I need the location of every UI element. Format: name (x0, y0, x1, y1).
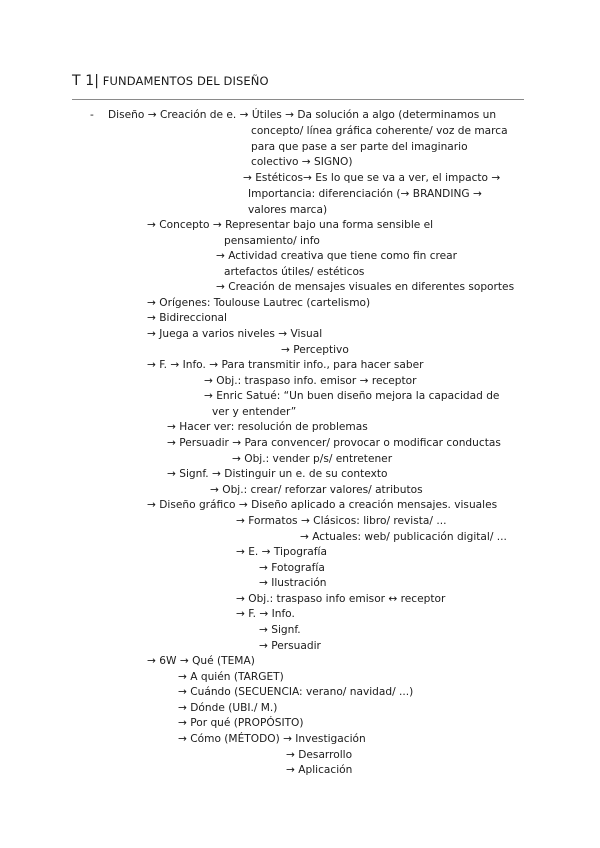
outline-line: → Obj.: traspaso info emisor ↔ receptor (236, 593, 446, 605)
outline-line: → Obj.: traspaso info. emisor → receptor (204, 375, 417, 387)
outline-line: → Orígenes: Toulouse Lautrec (cartelismo) (147, 297, 371, 309)
outline-line: → A quién (TARGET) (178, 671, 284, 683)
outline-line: Diseño → Creación de e. → Útiles → Da solución a algo (determinamos un (108, 109, 497, 121)
title-number: T 1| (72, 73, 100, 89)
outline-line: → 6W → Qué (TEMA) (147, 655, 255, 667)
outline-line: → Hacer ver: resolución de problemas (167, 421, 368, 433)
outline-line: → Formatos → Clásicos: libro/ revista/ ... (236, 515, 447, 527)
outline-line: → Persuadir (259, 640, 321, 652)
outline-line: → Estéticos→ Es lo que se va a ver, el impacto → (243, 172, 501, 184)
outline-line: → Por qué (PROPÓSITO) (178, 717, 304, 729)
outline-line: Importancia: diferenciación (→ BRANDING → (248, 188, 482, 200)
title-text: FUNDAMENTOS DEL DISEÑO (99, 74, 269, 88)
outline-line: → Actividad creativa que tiene como fin crear (216, 250, 458, 262)
outline-line: → Juega a varios niveles → Visual (147, 328, 323, 340)
outline-line: → Dónde (UBI./ M.) (178, 702, 278, 714)
outline-line: → Fotografía (259, 562, 325, 574)
outline-line: → F. → Info. (236, 608, 295, 620)
outline-line: pensamiento/ info (224, 235, 320, 247)
outline-line: → F. → Info. → Para transmitir info., para hacer saber (147, 359, 424, 371)
outline-line: → Enric Satué: “Un buen diseño mejora la capacidad de (204, 390, 500, 402)
outline-line: → Aplicación (286, 764, 353, 776)
outline-line: → Persuadir → Para convencer/ provocar o modificar conductas (167, 437, 501, 449)
outline-line: concepto/ línea gráfica coherente/ voz de marca (251, 125, 508, 137)
outline-line: → Obj.: vender p/s/ entretener (232, 453, 393, 465)
outline-line: artefactos útiles/ estéticos (224, 266, 365, 278)
outline-line: → Bidireccional (147, 312, 227, 324)
outline-line: → Signf. → Distinguir un e. de su contexto (167, 468, 388, 480)
outline-line: colectivo → SIGNO) (251, 156, 353, 168)
outline-line: → Creación de mensajes visuales en diferentes soportes (216, 281, 515, 293)
outline-line: valores marca) (248, 204, 328, 216)
outline-line: → Ilustración (259, 577, 327, 589)
outline-line: → Signf. (259, 624, 301, 636)
outline-line: → Obj.: crear/ reforzar valores/ atributos (210, 484, 423, 496)
outline-line: → E. → Tipografía (236, 546, 327, 558)
outline-line: → Diseño gráfico → Diseño aplicado a creación mensajes. visuales (147, 499, 498, 511)
outline-line: → Actuales: web/ publicación digital/ ... (300, 531, 507, 543)
outline-line: → Cuándo (SECUENCIA: verano/ navidad/ ...) (178, 686, 414, 698)
page-title (72, 73, 269, 89)
outline-line: → Concepto → Representar bajo una forma sensible el (147, 219, 434, 231)
outline-line: ver y entender” (212, 406, 297, 418)
outline-line: → Cómo (MÉTODO) → Investigación (178, 733, 366, 745)
outline-line: → Perceptivo (281, 344, 349, 356)
outline-line: → Desarrollo (286, 749, 353, 761)
list-bullet: - (90, 109, 94, 121)
outline-line: para que pase a ser parte del imaginario (251, 141, 468, 153)
title-divider (72, 99, 524, 100)
